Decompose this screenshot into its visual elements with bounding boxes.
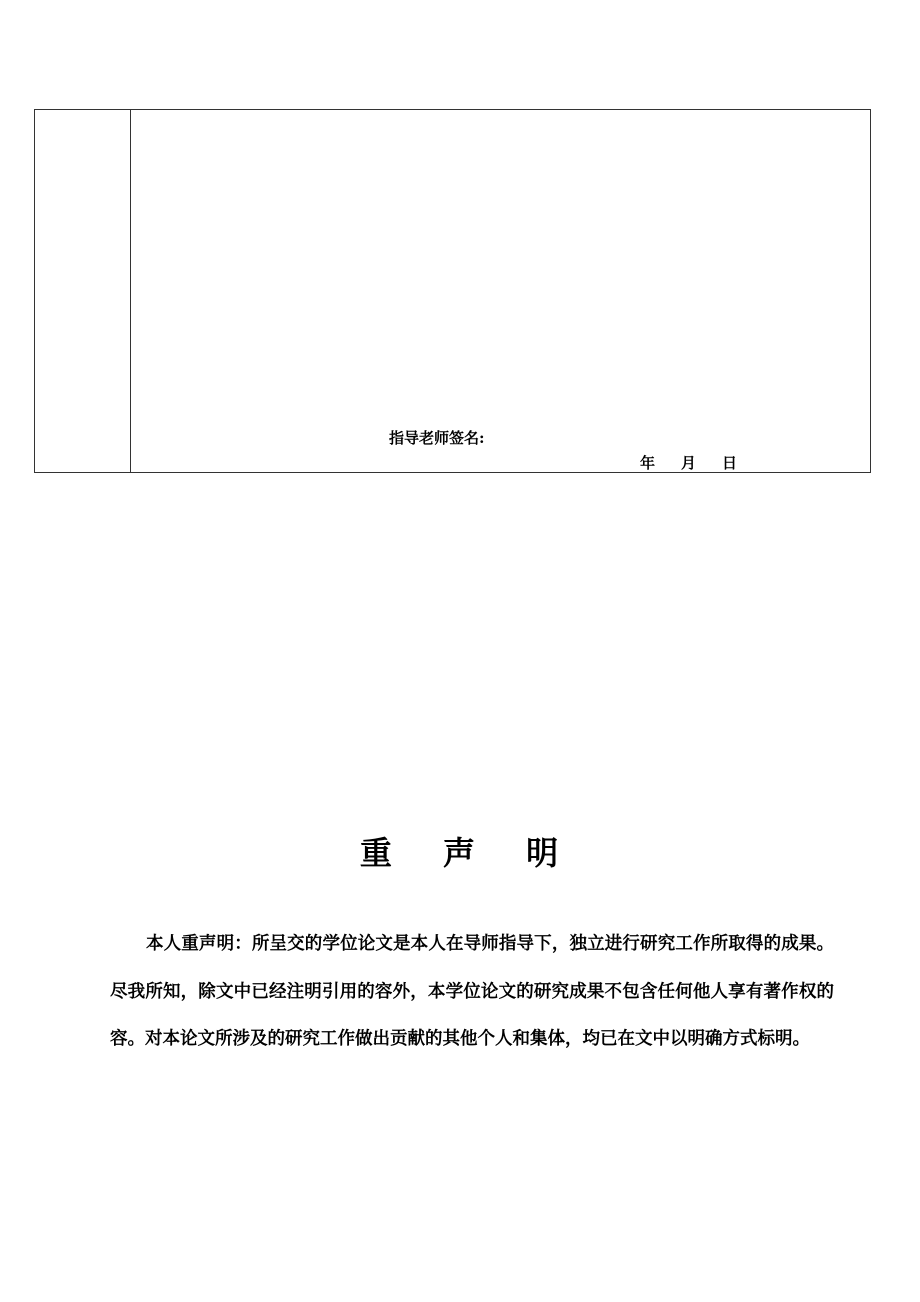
date-month-label: 月 [681, 454, 697, 472]
date-year-label: 年 [640, 454, 656, 472]
signature-date [640, 452, 737, 473]
advisor-opinion-table [34, 109, 871, 473]
opinion-label-cell [35, 110, 131, 472]
declaration-title: 重 声 明 [359, 834, 579, 872]
advisor-signature-label: 指导老师签名: [389, 429, 485, 447]
opinion-content-cell [131, 110, 870, 472]
date-day-label: 日 [722, 454, 738, 472]
declaration-body: 本人重声明：所呈交的学位论文是本人在导师指导下，独立进行研究工作所取得的成果。尽我所知，除文中已经注明引用的容外，本学位论文的研究成果不包含任何他人享有著作权的容。对本论文所涉及的研究工作做出贡献的其他个人和集体，均已在文中以明确方式标明。 [110, 934, 834, 1049]
